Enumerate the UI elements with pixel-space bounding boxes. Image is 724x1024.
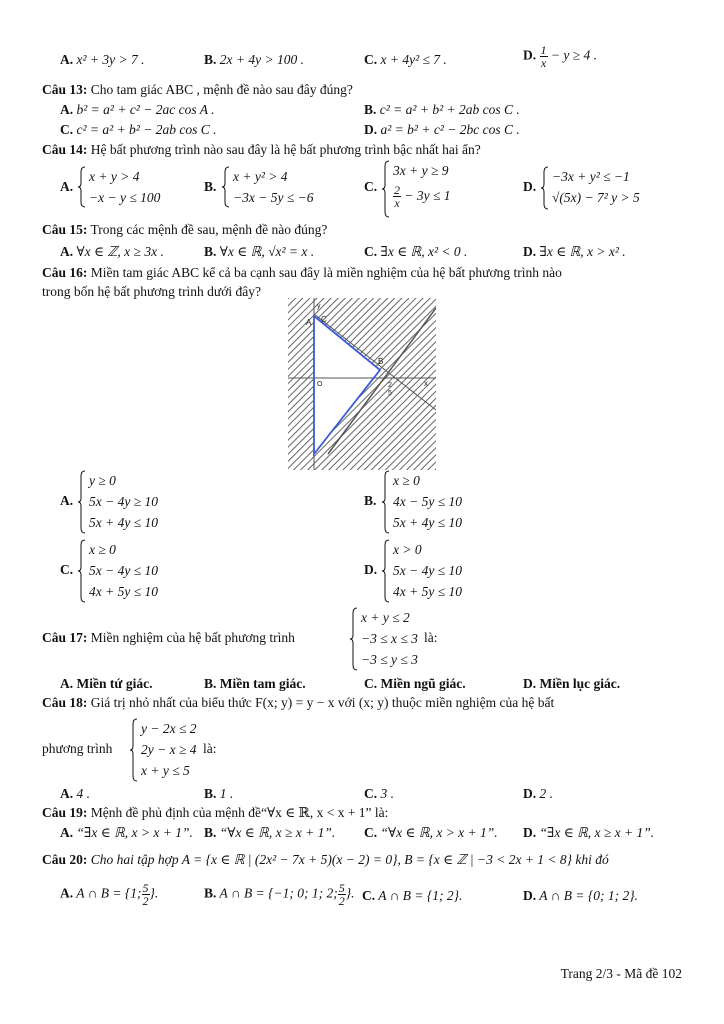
q18-tail: là: bbox=[203, 741, 217, 756]
brace-icon bbox=[78, 166, 86, 208]
q19-option-a: A. “∃x ∈ ℝ, x > x + 1”. bbox=[60, 825, 193, 840]
q14-option-a-system: x + y > 4 −x − y ≤ 100 bbox=[78, 166, 160, 208]
q15-option-c: C. ∃x ∈ ℝ, x² < 0 . bbox=[364, 244, 468, 259]
q19-option-d: D. “∃x ∈ ℝ, x ≥ x + 1”. bbox=[523, 825, 655, 840]
q16-option-b-label: B. bbox=[364, 493, 377, 508]
q16-option-c-label: C. bbox=[60, 562, 74, 577]
q12-option-a: A. x² + 3y > 7 . bbox=[60, 52, 145, 67]
label-c: C bbox=[321, 315, 327, 324]
q12-option-d: D. $\frac{1}{x}$ − y ≥ 4 . bbox=[523, 43, 598, 70]
label-x-axis: x bbox=[424, 379, 428, 388]
q16-option-a-system: y ≥ 0 5x − 4y ≥ 10 5x + 4y ≤ 10 bbox=[78, 470, 158, 533]
q20-option-c: C. A ∩ B = {1; 2}. bbox=[362, 888, 463, 903]
label-origin: O bbox=[317, 381, 323, 388]
brace-icon bbox=[382, 160, 390, 218]
q20-option-b: B. A ∩ B = {−1; 0; 1; 2; $\frac{5}{2}$ }. bbox=[204, 881, 355, 908]
brace-icon bbox=[382, 539, 390, 603]
label-b: B bbox=[378, 357, 384, 366]
q16-option-a-label: A. bbox=[60, 493, 74, 508]
q16-stem-line1: Câu 16: Miền tam giác ABC kể cả ba cạnh sau đây là miền nghiệm của hệ bất phương trình nào bbox=[42, 265, 562, 280]
q20-option-d: D. A ∩ B = {0; 1; 2}. bbox=[523, 888, 639, 903]
q17-option-d: D. Miền lục giác. bbox=[523, 676, 621, 691]
q13-stem: Câu 13: Cho tam giác ABC , mệnh đề nào sau đây đúng? bbox=[42, 82, 353, 97]
q17-system: x + y ≤ 2 −3 ≤ x ≤ 3 −3 ≤ y ≤ 3 bbox=[350, 607, 418, 670]
label-a: A bbox=[306, 318, 312, 327]
brace-icon bbox=[222, 166, 230, 208]
q15-stem: Câu 15: Trong các mệnh đề sau, mệnh đề nào đúng? bbox=[42, 222, 328, 237]
q14-option-c-system: 3x + y ≥ 9 $\frac{2}{x}$ − 3y ≤ 1 bbox=[382, 160, 451, 218]
q18-stem-line2: phương trình bbox=[42, 741, 113, 756]
q13-option-a: A. b² = a² + c² − 2ac cos A . bbox=[60, 102, 215, 117]
q16-option-b-system: x ≥ 0 4x − 5y ≤ 10 5x + 4y ≤ 10 bbox=[382, 470, 462, 533]
q14-option-b-label: B. bbox=[204, 179, 217, 194]
q15-option-d: D. ∃x ∈ ℝ, x > x² . bbox=[523, 244, 626, 259]
brace-icon bbox=[130, 718, 138, 782]
q19-stem: Câu 19: Mệnh đề phủ định của mệnh đề“∀x ∈ ℝ, x < x + 1” là: bbox=[42, 805, 389, 820]
q18-option-d: D. 2 . bbox=[523, 786, 553, 801]
q18-stem-line1: Câu 18: Giá trị nhỏ nhất của biểu thức F(x; y) = y − x với (x; y) thuộc miền nghiệm của hệ bất bbox=[42, 695, 555, 710]
q19-option-b: B. “∀x ∈ ℝ, x ≥ x + 1”. bbox=[204, 825, 336, 840]
q18-option-c: C. 3 . bbox=[364, 786, 394, 801]
q16-option-c-system: x ≥ 0 5x − 4y ≤ 10 4x + 5y ≤ 10 bbox=[78, 539, 158, 602]
q20-stem: Câu 20: Cho hai tập hợp A = {x ∈ ℝ | (2x² − 7x + 5)(x − 2) = 0}, B = {x ∈ ℤ | −3 < 2x + 1 < 8} khi đó bbox=[42, 852, 609, 867]
q17-option-c: C. Miền ngũ giác. bbox=[364, 676, 466, 691]
q13-option-c: C. c² = a² + b² − 2ab cos C . bbox=[60, 122, 217, 137]
q14-stem: Câu 14: Hệ bất phương trình nào sau đây là hệ bất phương trình bậc nhất hai ẩn? bbox=[42, 142, 481, 157]
q18-option-b: B. 1 . bbox=[204, 786, 234, 801]
q14-option-d-system: −3x + y² ≤ −1 √(5x) − 7² y > 5 bbox=[541, 166, 640, 208]
triangle-region-figure bbox=[288, 298, 436, 470]
q14-option-a-label: A. bbox=[60, 179, 74, 194]
brace-icon bbox=[350, 607, 358, 671]
brace-icon bbox=[78, 470, 86, 534]
q12-option-c: C. x + 4y² ≤ 7 . bbox=[364, 52, 447, 67]
q14-option-b-system: x + y² > 4 −3x − 5y ≤ −6 bbox=[222, 166, 313, 208]
tick-label-5: 5 bbox=[388, 390, 392, 397]
brace-icon bbox=[78, 539, 86, 603]
q14-option-d-label: D. bbox=[523, 179, 537, 194]
q20-option-a: A. A ∩ B = {1; $\frac{5}{2}$ }. bbox=[60, 881, 159, 908]
q13-option-d: D. a² = b² + c² − 2bc cos C . bbox=[364, 122, 520, 137]
q17-stem: Câu 17: Miền nghiệm của hệ bất phương trình bbox=[42, 630, 295, 645]
tick-label-2: 2 bbox=[388, 382, 392, 389]
q12-option-b: B. 2x + 4y > 100 . bbox=[204, 52, 304, 67]
brace-icon bbox=[382, 470, 390, 534]
q19-option-c: C. “∀x ∈ ℝ, x > x + 1”. bbox=[364, 825, 498, 840]
q18-option-a: A. 4 . bbox=[60, 786, 90, 801]
brace-icon bbox=[541, 166, 549, 210]
page-footer: Trang 2/3 - Mã đề 102 bbox=[560, 966, 682, 981]
q16-option-d-label: D. bbox=[364, 562, 378, 577]
q15-option-b: B. ∀x ∈ ℝ, √x² = x . bbox=[204, 244, 315, 259]
q14-option-c-label: C. bbox=[364, 179, 378, 194]
q17-option-a: A. Miền tứ giác. bbox=[60, 676, 153, 691]
q17-option-b: B. Miền tam giác. bbox=[204, 676, 306, 691]
q18-system: y − 2x ≤ 2 2y − x ≥ 4 x + y ≤ 5 bbox=[130, 718, 197, 781]
q15-option-a: A. ∀x ∈ ℤ, x ≥ 3x . bbox=[60, 244, 164, 259]
q16-option-d-system: x > 0 5x − 4y ≤ 10 4x + 5y ≤ 10 bbox=[382, 539, 462, 602]
q13-option-b: B. c² = a² + b² + 2ab cos C . bbox=[364, 102, 520, 117]
q16-stem-line2: trong bốn hệ bất phương trình dưới đây? bbox=[42, 284, 261, 299]
label-y-axis: y bbox=[317, 303, 321, 310]
q17-tail: là: bbox=[424, 630, 438, 645]
